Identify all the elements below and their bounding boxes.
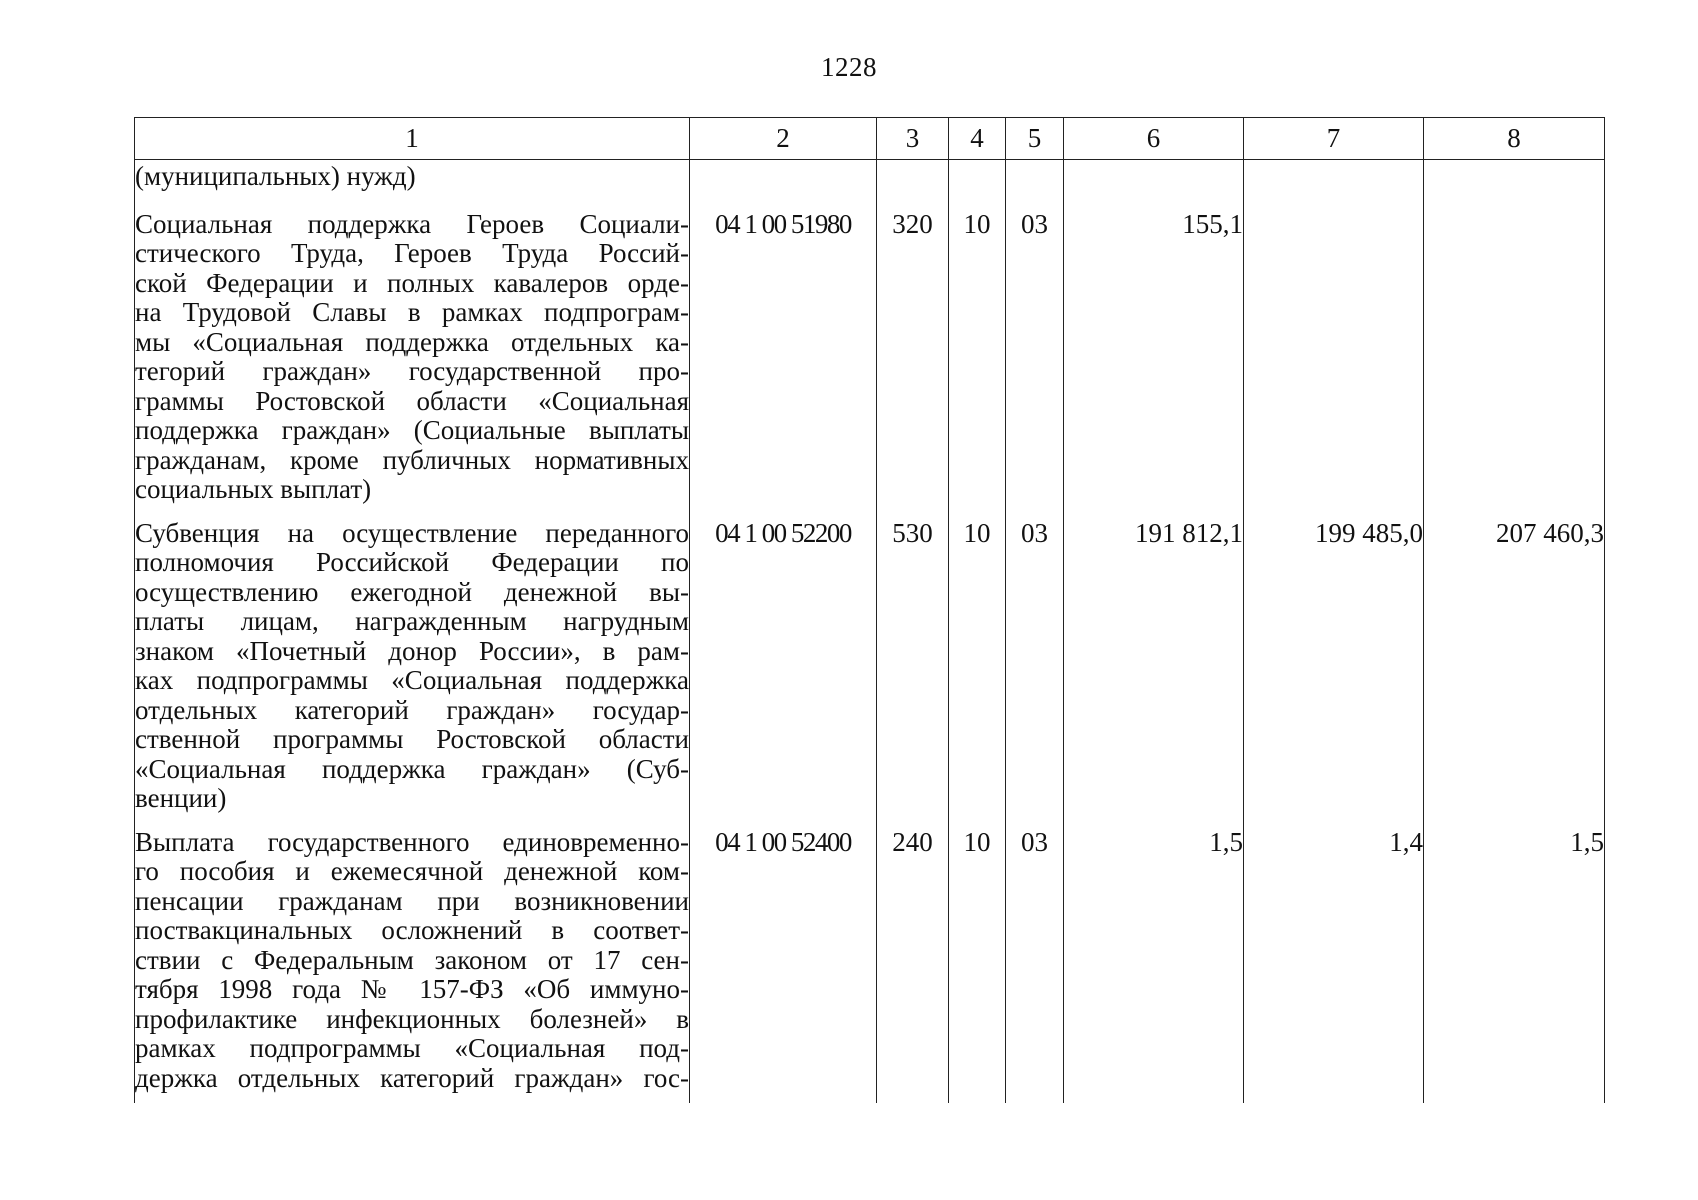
description-line: стического Труда, Героев Труда Россий- bbox=[135, 238, 689, 268]
target-article-code: 04 1 00 52200 bbox=[690, 505, 877, 814]
description-line: Социальная поддержка Героев Социали- bbox=[135, 208, 689, 239]
column-header: 1 bbox=[135, 118, 690, 160]
description-line: мы «Социальная поддержка отдельных ка- bbox=[135, 326, 689, 357]
amount-year-1: 1,5 bbox=[1064, 814, 1244, 1104]
description-line: пенсации гражданам при возникновении bbox=[135, 885, 689, 916]
row-description bbox=[135, 505, 690, 814]
expense-type-code: 320 bbox=[877, 196, 949, 505]
subsection-code: 03 bbox=[1006, 505, 1064, 814]
section-code bbox=[949, 160, 1006, 196]
description-line: венции) bbox=[135, 783, 227, 813]
section-code: 10 bbox=[949, 196, 1006, 505]
target-article-code: 04 1 00 52400 bbox=[690, 814, 877, 1104]
column-header: 6 bbox=[1064, 118, 1244, 160]
amount-year-2: 1,4 bbox=[1244, 814, 1424, 1104]
description-line: держка отдельных категорий граждан» гос- bbox=[135, 1062, 689, 1093]
amount-year-1: 155,1 bbox=[1064, 196, 1244, 505]
description-line: гражданам, кроме публичных нормативных bbox=[135, 444, 689, 475]
row-description bbox=[135, 196, 690, 505]
column-header: 2 bbox=[690, 118, 877, 160]
description-line: поддержка граждан» (Социальные выплаты bbox=[135, 415, 689, 445]
budget-table bbox=[134, 117, 1605, 1103]
table-header-row bbox=[135, 118, 1605, 160]
description-line: отдельных категорий граждан» государ- bbox=[135, 694, 689, 725]
table-row bbox=[135, 814, 1605, 1104]
amount-year-1: 191 812,1 bbox=[1064, 505, 1244, 814]
description-line: «Социальная поддержка граждан» (Суб- bbox=[135, 753, 689, 784]
description-line: полномочия Российской Федерации по bbox=[135, 547, 689, 577]
expense-type-code: 530 bbox=[877, 505, 949, 814]
expense-type-code bbox=[877, 160, 949, 196]
amount-year-2 bbox=[1244, 160, 1424, 196]
amount-year-3 bbox=[1424, 196, 1605, 505]
description-line: ках подпрограммы «Социальная поддержка bbox=[135, 665, 689, 695]
table-row bbox=[135, 505, 1605, 814]
column-header: 7 bbox=[1244, 118, 1424, 160]
subsection-code: 03 bbox=[1006, 196, 1064, 505]
description-line: на Трудовой Славы в рамках подпрограм- bbox=[135, 297, 689, 327]
description-line: ской Федерации и полных кавалеров орде- bbox=[135, 267, 689, 298]
column-header: 5 bbox=[1006, 118, 1064, 160]
description-line: Субвенция на осуществление переданного bbox=[135, 517, 689, 548]
row-description bbox=[135, 160, 690, 196]
section-code: 10 bbox=[949, 814, 1006, 1104]
section-code: 10 bbox=[949, 505, 1006, 814]
row-description bbox=[135, 814, 690, 1104]
description-line: поствакцинальных осложнений в соответ- bbox=[135, 915, 689, 945]
description-line: знаком «Почетный донор России», в рам- bbox=[135, 635, 689, 666]
column-header: 8 bbox=[1424, 118, 1605, 160]
table-row bbox=[135, 196, 1605, 505]
subsection-code bbox=[1006, 160, 1064, 196]
description-line: Выплата государственного единовременно- bbox=[135, 826, 689, 857]
page-number: 1228 bbox=[821, 52, 877, 82]
description-line: платы лицам, награжденным нагрудным bbox=[135, 606, 689, 636]
description-line: ственной программы Ростовской области bbox=[135, 724, 689, 754]
description-line: го пособия и ежемесячной денежной ком- bbox=[135, 856, 689, 886]
amount-year-1 bbox=[1064, 160, 1244, 196]
description-line: ствии с Федеральным законом от 17 сен- bbox=[135, 944, 689, 975]
column-header: 3 bbox=[877, 118, 949, 160]
amount-year-3: 1,5 bbox=[1424, 814, 1605, 1104]
description-line: профилактике инфекционных болезней» в bbox=[135, 1003, 689, 1034]
description-line: рамках подпрограммы «Социальная под- bbox=[135, 1033, 689, 1063]
description-line: социальных выплат) bbox=[135, 474, 372, 504]
description-line: тября 1998 года № 157-ФЗ «Об иммуно- bbox=[135, 974, 689, 1004]
amount-year-3 bbox=[1424, 160, 1605, 196]
description-line: осуществлению ежегодной денежной вы- bbox=[135, 576, 689, 607]
subsection-code: 03 bbox=[1006, 814, 1064, 1104]
description-line: тегорий граждан» государственной про- bbox=[135, 356, 689, 386]
amount-year-2 bbox=[1244, 196, 1424, 505]
target-article-code bbox=[690, 160, 877, 196]
amount-year-2: 199 485,0 bbox=[1244, 505, 1424, 814]
table-row bbox=[135, 160, 1605, 196]
amount-year-3: 207 460,3 bbox=[1424, 505, 1605, 814]
column-header: 4 bbox=[949, 118, 1006, 160]
description-line: (муниципальных) нужд) bbox=[135, 161, 416, 191]
description-line: граммы Ростовской области «Социальная bbox=[135, 385, 689, 416]
target-article-code: 04 1 00 51980 bbox=[690, 196, 877, 505]
expense-type-code: 240 bbox=[877, 814, 949, 1104]
